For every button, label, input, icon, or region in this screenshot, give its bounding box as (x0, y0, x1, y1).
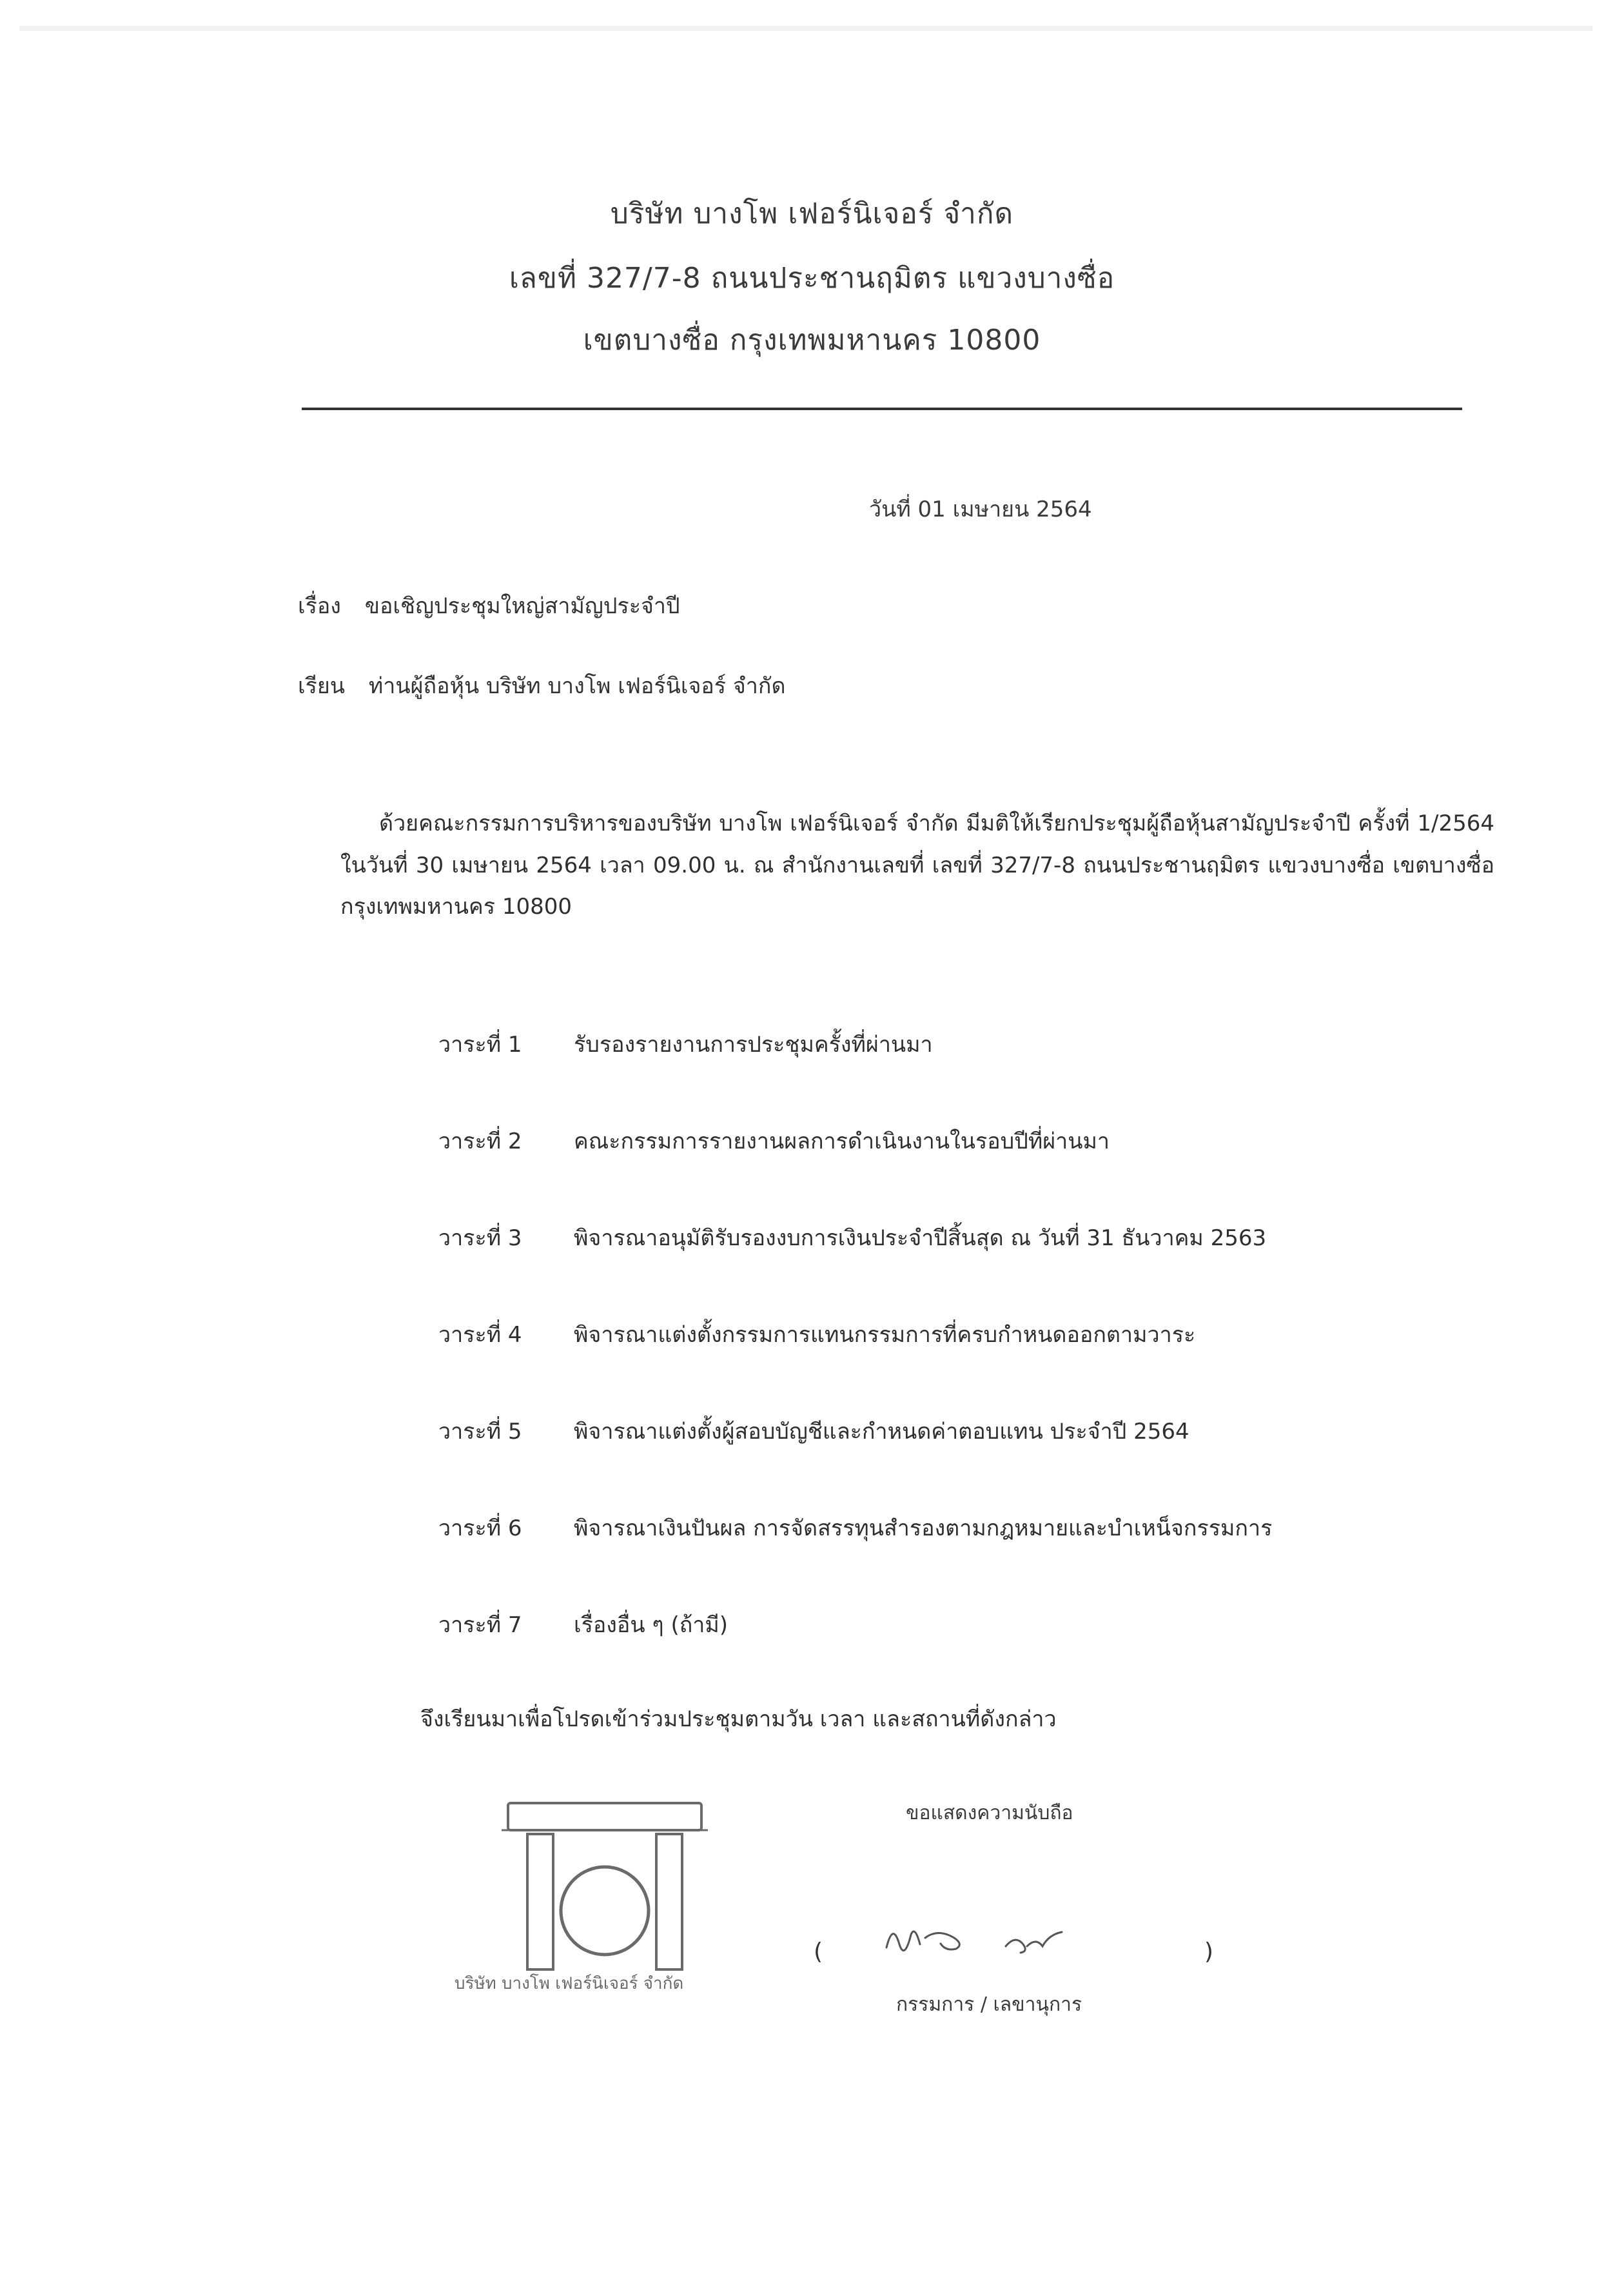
agenda-item (438, 1414, 1189, 1448)
agenda-number: วาระที่ 1 (438, 1032, 522, 1058)
agenda-number: วาระที่ 4 (438, 1322, 522, 1348)
company-address-line-2: เขตบางซื่อ กรุงเทพมหานคร 10800 (583, 324, 1041, 357)
seal-company-text: บริษัท บางโพ เฟอร์นิเจอร์ จำกัด (455, 1974, 684, 1993)
agenda-item (438, 1317, 1195, 1352)
company-address-line-1: เลขที่ 327/7-8 ถนนประชานฤมิตร แขวงบางซื่อ (509, 262, 1115, 295)
agenda-number: วาระที่ 3 (438, 1225, 522, 1251)
signature-paren-open: ( (814, 1939, 823, 1965)
company-seal-stamp (463, 1798, 734, 1978)
agenda-item (438, 1220, 1266, 1255)
subject-row (298, 588, 680, 623)
agenda-item (438, 1027, 933, 1061)
agenda-text: พิจารณาแต่งตั้งกรรมการแทนกรรมการที่ครบกำหนดออกตามวาระ (574, 1322, 1196, 1348)
recipient-label: เรียน (298, 673, 346, 699)
agenda-text: คณะกรรมการรายงานผลการดำเนินงานในรอบปีที่ผ่านมา (574, 1129, 1110, 1154)
signatory-position: กรรมการ / เลขานุการ (896, 1993, 1082, 2016)
handwritten-signature (874, 1909, 1144, 1980)
header-divider (302, 408, 1462, 410)
agenda-number: วาระที่ 2 (438, 1129, 522, 1154)
agenda-number: วาระที่ 6 (438, 1515, 522, 1541)
agenda-text: เรื่องอื่น ๆ (ถ้ามี) (574, 1612, 729, 1638)
company-name: บริษัท บางโพ เฟอร์นิเจอร์ จำกัด (610, 197, 1014, 230)
recipient-text: ท่านผู้ถือหุ้น บริษัท บางโพ เฟอร์นิเจอร์ จำกัด (368, 673, 786, 699)
agenda-item (438, 1607, 728, 1642)
agenda-text: พิจารณาแต่งตั้งผู้สอบบัญชีและกำหนดค่าตอบแทน ประจำปี 2564 (574, 1419, 1189, 1445)
recipient-row (298, 668, 786, 703)
agenda-item (438, 1123, 1110, 1158)
subject-label: เรื่อง (298, 593, 341, 619)
agenda-number: วาระที่ 5 (438, 1419, 522, 1445)
scan-edge (19, 26, 1592, 31)
subject-text: ขอเชิญประชุมใหญ่สามัญประจำปี (364, 593, 680, 619)
closing-sentence: จึงเรียนมาเพื่อโปรดเข้าร่วมประชุมตามวัน เวลา และสถานที่ดังกล่าว (420, 1706, 1057, 1732)
agenda-text: พิจารณาอนุมัติรับรองงบการเงินประจำปีสิ้นสุด ณ วันที่ 31 ธันวาคม 2563 (574, 1225, 1267, 1251)
agenda-text: รับรองรายงานการประชุมครั้งที่ผ่านมา (574, 1032, 933, 1058)
agenda-item (438, 1510, 1272, 1545)
agenda-text: พิจารณาเงินปันผล การจัดสรรทุนสำรองตามกฎหมายและบำเหน็จกรรมการ (574, 1515, 1273, 1541)
agenda-number: วาระที่ 7 (438, 1612, 522, 1638)
body-paragraph: ด้วยคณะกรรมการบริหารของบริษัท บางโพ เฟอร์นิเจอร์ จำกัด มีมติให้เรียกประชุมผู้ถือหุ้นสามัญประจำปี ครั้งที่ 1/2564 ในวันที่ 30 เมษายน 2564 เวลา 09.00 น. ณ สำนักงานเลขที่ เลขที่ 327/7-8 ถนนประชานฤมิตร แขวงบางซื่อ เขตบางซื่อ กรุงเทพมหานคร 10800 (340, 811, 1494, 920)
regards-text: ขอแสดงความนับถือ (906, 1802, 1073, 1824)
letter-date: วันที่ 01 เมษายน 2564 (869, 497, 1092, 522)
signature-paren-close: ) (1204, 1939, 1214, 1965)
